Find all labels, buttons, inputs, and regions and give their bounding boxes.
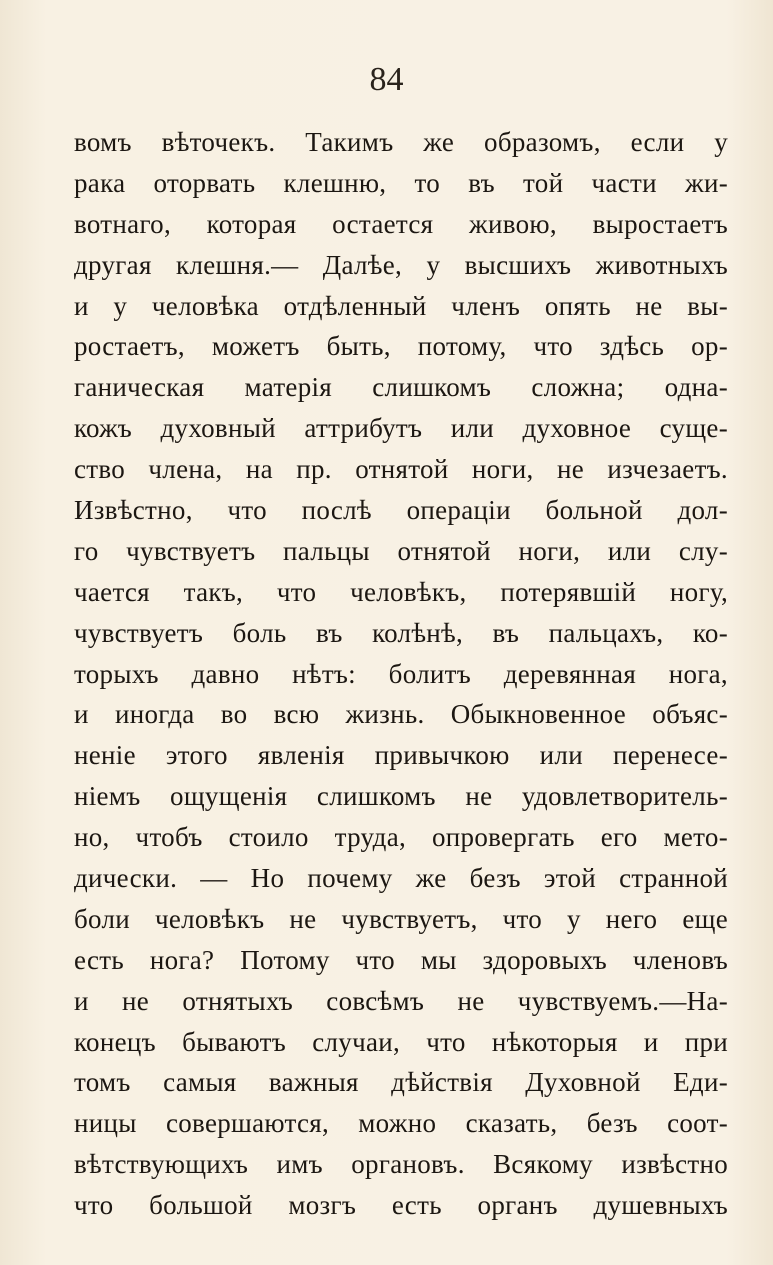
- text-line: и иногда во всю жизнь. Обыкновенное объяс-: [74, 699, 728, 730]
- body-text: [74, 122, 728, 1226]
- text-line: что большой мозгъ есть органъ душевныхъ: [74, 1190, 728, 1221]
- text-line: ганическая матерія слишкомъ сложна; одна-: [74, 372, 728, 403]
- text-line: вомъ вѣточекъ. Такимъ же образомъ, если у: [74, 127, 728, 157]
- text-line: ніемъ ощущенія слишкомъ не удовлетворитель-: [74, 781, 728, 812]
- text-line: вѣтствующихъ имъ органовъ. Всякому извѣстно: [74, 1149, 728, 1180]
- text-line: есть нога? Потому что мы здоровыхъ членовъ: [74, 944, 728, 975]
- text-line: другая клешня.— Далѣе, у высшихъ животныхъ: [74, 249, 728, 280]
- text-line: торыхъ давно нѣтъ: болитъ деревянная нога,: [74, 658, 728, 689]
- text-line: томъ самыя важныя дѣйствія Духовной Еди-: [74, 1067, 728, 1098]
- text-line: боли человѣкъ не чувствуетъ, что у него еще: [74, 903, 728, 934]
- text-line: чается такъ, что человѣкъ, потерявшій ногу,: [74, 576, 728, 607]
- text-line: вотнаго, которая остается живою, выростаетъ: [74, 208, 728, 239]
- text-line: ницы совершаются, можно сказать, безъ соот-: [74, 1108, 728, 1139]
- text-line: и не отнятыхъ совсѣмъ не чувствуемъ.—На-: [74, 985, 728, 1016]
- text-line: го чувствуетъ пальцы отнятой ноги, или слу-: [74, 535, 728, 566]
- text-line: и у человѣка отдѣленный членъ опять не вы-: [74, 290, 728, 321]
- text-line: Извѣстно, что послѣ операціи больной дол-: [74, 495, 728, 526]
- text-line: конецъ бываютъ случаи, что нѣкоторыя и при: [74, 1026, 728, 1057]
- text-line: неніе этого явленія привычкою или перенесе-: [74, 740, 728, 771]
- text-line: рака оторвать клешню, то въ той части жи-: [74, 167, 728, 198]
- text-line: дически. — Но почему же безъ этой странной: [74, 863, 728, 894]
- page-number: 84: [369, 61, 404, 98]
- text-line: ростаетъ, можетъ быть, потому, что здѣсь ор-: [74, 331, 728, 362]
- text-line: но, чтобъ стоило труда, опровергать его мето-: [74, 822, 728, 853]
- text-line: чувствуетъ боль въ колѣнѣ, въ пальцахъ, ко-: [74, 617, 728, 648]
- text-line: ство члена, на пр. отнятой ноги, не изчезаетъ.: [74, 454, 728, 485]
- text-line: кожъ духовный аттрибутъ или духовное суще-: [74, 413, 728, 444]
